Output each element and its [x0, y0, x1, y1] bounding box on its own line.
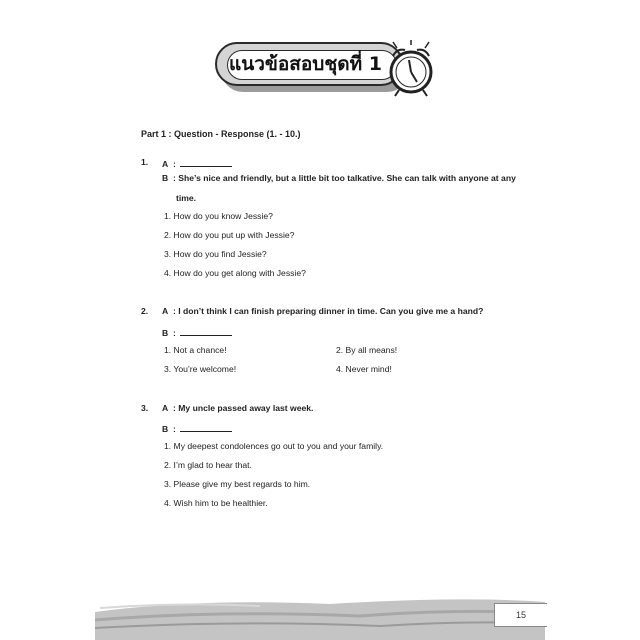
question-number: 2.: [141, 306, 149, 316]
answer-option: 4. Never mind!: [336, 364, 392, 374]
speaker-label: B: [162, 328, 169, 338]
answer-option: 1. Not a chance!: [164, 345, 227, 355]
part-heading: Part 1 : Question - Response (1. - 10.): [141, 129, 301, 139]
answer-option: 3. You’re welcome!: [164, 364, 237, 374]
answer-blank: [180, 422, 232, 432]
speaker-line-a: A : I don’t think I can finish preparing dinner in time. Can you give me a hand?: [162, 306, 484, 316]
speaker-line-a: A :: [162, 157, 232, 169]
question-number: 1.: [141, 157, 149, 167]
answer-option: 2. How do you put up with Jessie?: [164, 230, 295, 240]
title-banner: [215, 42, 421, 96]
speaker-label: A: [162, 403, 169, 413]
answer-option: 3. Please give my best regards to him.: [164, 479, 311, 489]
speaker-line-b: B : She’s nice and friendly, but a little bit too talkative. She can talk with anyone at any: [162, 173, 516, 183]
page-number: 15: [494, 603, 547, 627]
dialogue-continuation: time.: [176, 193, 197, 203]
speaker-line-a: A : My uncle passed away last week.: [162, 403, 314, 413]
alarm-clock-icon: [383, 40, 439, 98]
answer-option: 4. How do you get along with Jessie?: [164, 268, 306, 278]
page-title: แนวข้อสอบชุดที่ 1: [229, 53, 382, 75]
speaker-label: A: [162, 159, 169, 169]
dialogue-text: I don’t think I can finish preparing dinner in time. Can you give me a hand?: [178, 306, 484, 316]
speaker-label: B: [162, 173, 169, 183]
question-number: 3.: [141, 403, 149, 413]
speaker-label: A: [162, 306, 169, 316]
answer-option: 3. How do you find Jessie?: [164, 249, 267, 259]
answer-blank: [180, 157, 232, 167]
speaker-line-b: B :: [162, 326, 232, 338]
answer-option: 1. How do you know Jessie?: [164, 211, 273, 221]
dialogue-text: She’s nice and friendly, but a little bit too talkative. She can talk with anyone at any: [178, 173, 516, 183]
answer-option: 1. My deepest condolences go out to you and your family.: [164, 441, 384, 451]
speaker-line-b: B :: [162, 422, 232, 434]
answer-option: 4. Wish him to be healthier.: [164, 498, 268, 508]
answer-blank: [180, 326, 232, 336]
answer-option: 2. I’m glad to hear that.: [164, 460, 252, 470]
answer-option: 2. By all means!: [336, 345, 398, 355]
speaker-label: B: [162, 424, 169, 434]
dialogue-text: My uncle passed away last week.: [178, 403, 314, 413]
